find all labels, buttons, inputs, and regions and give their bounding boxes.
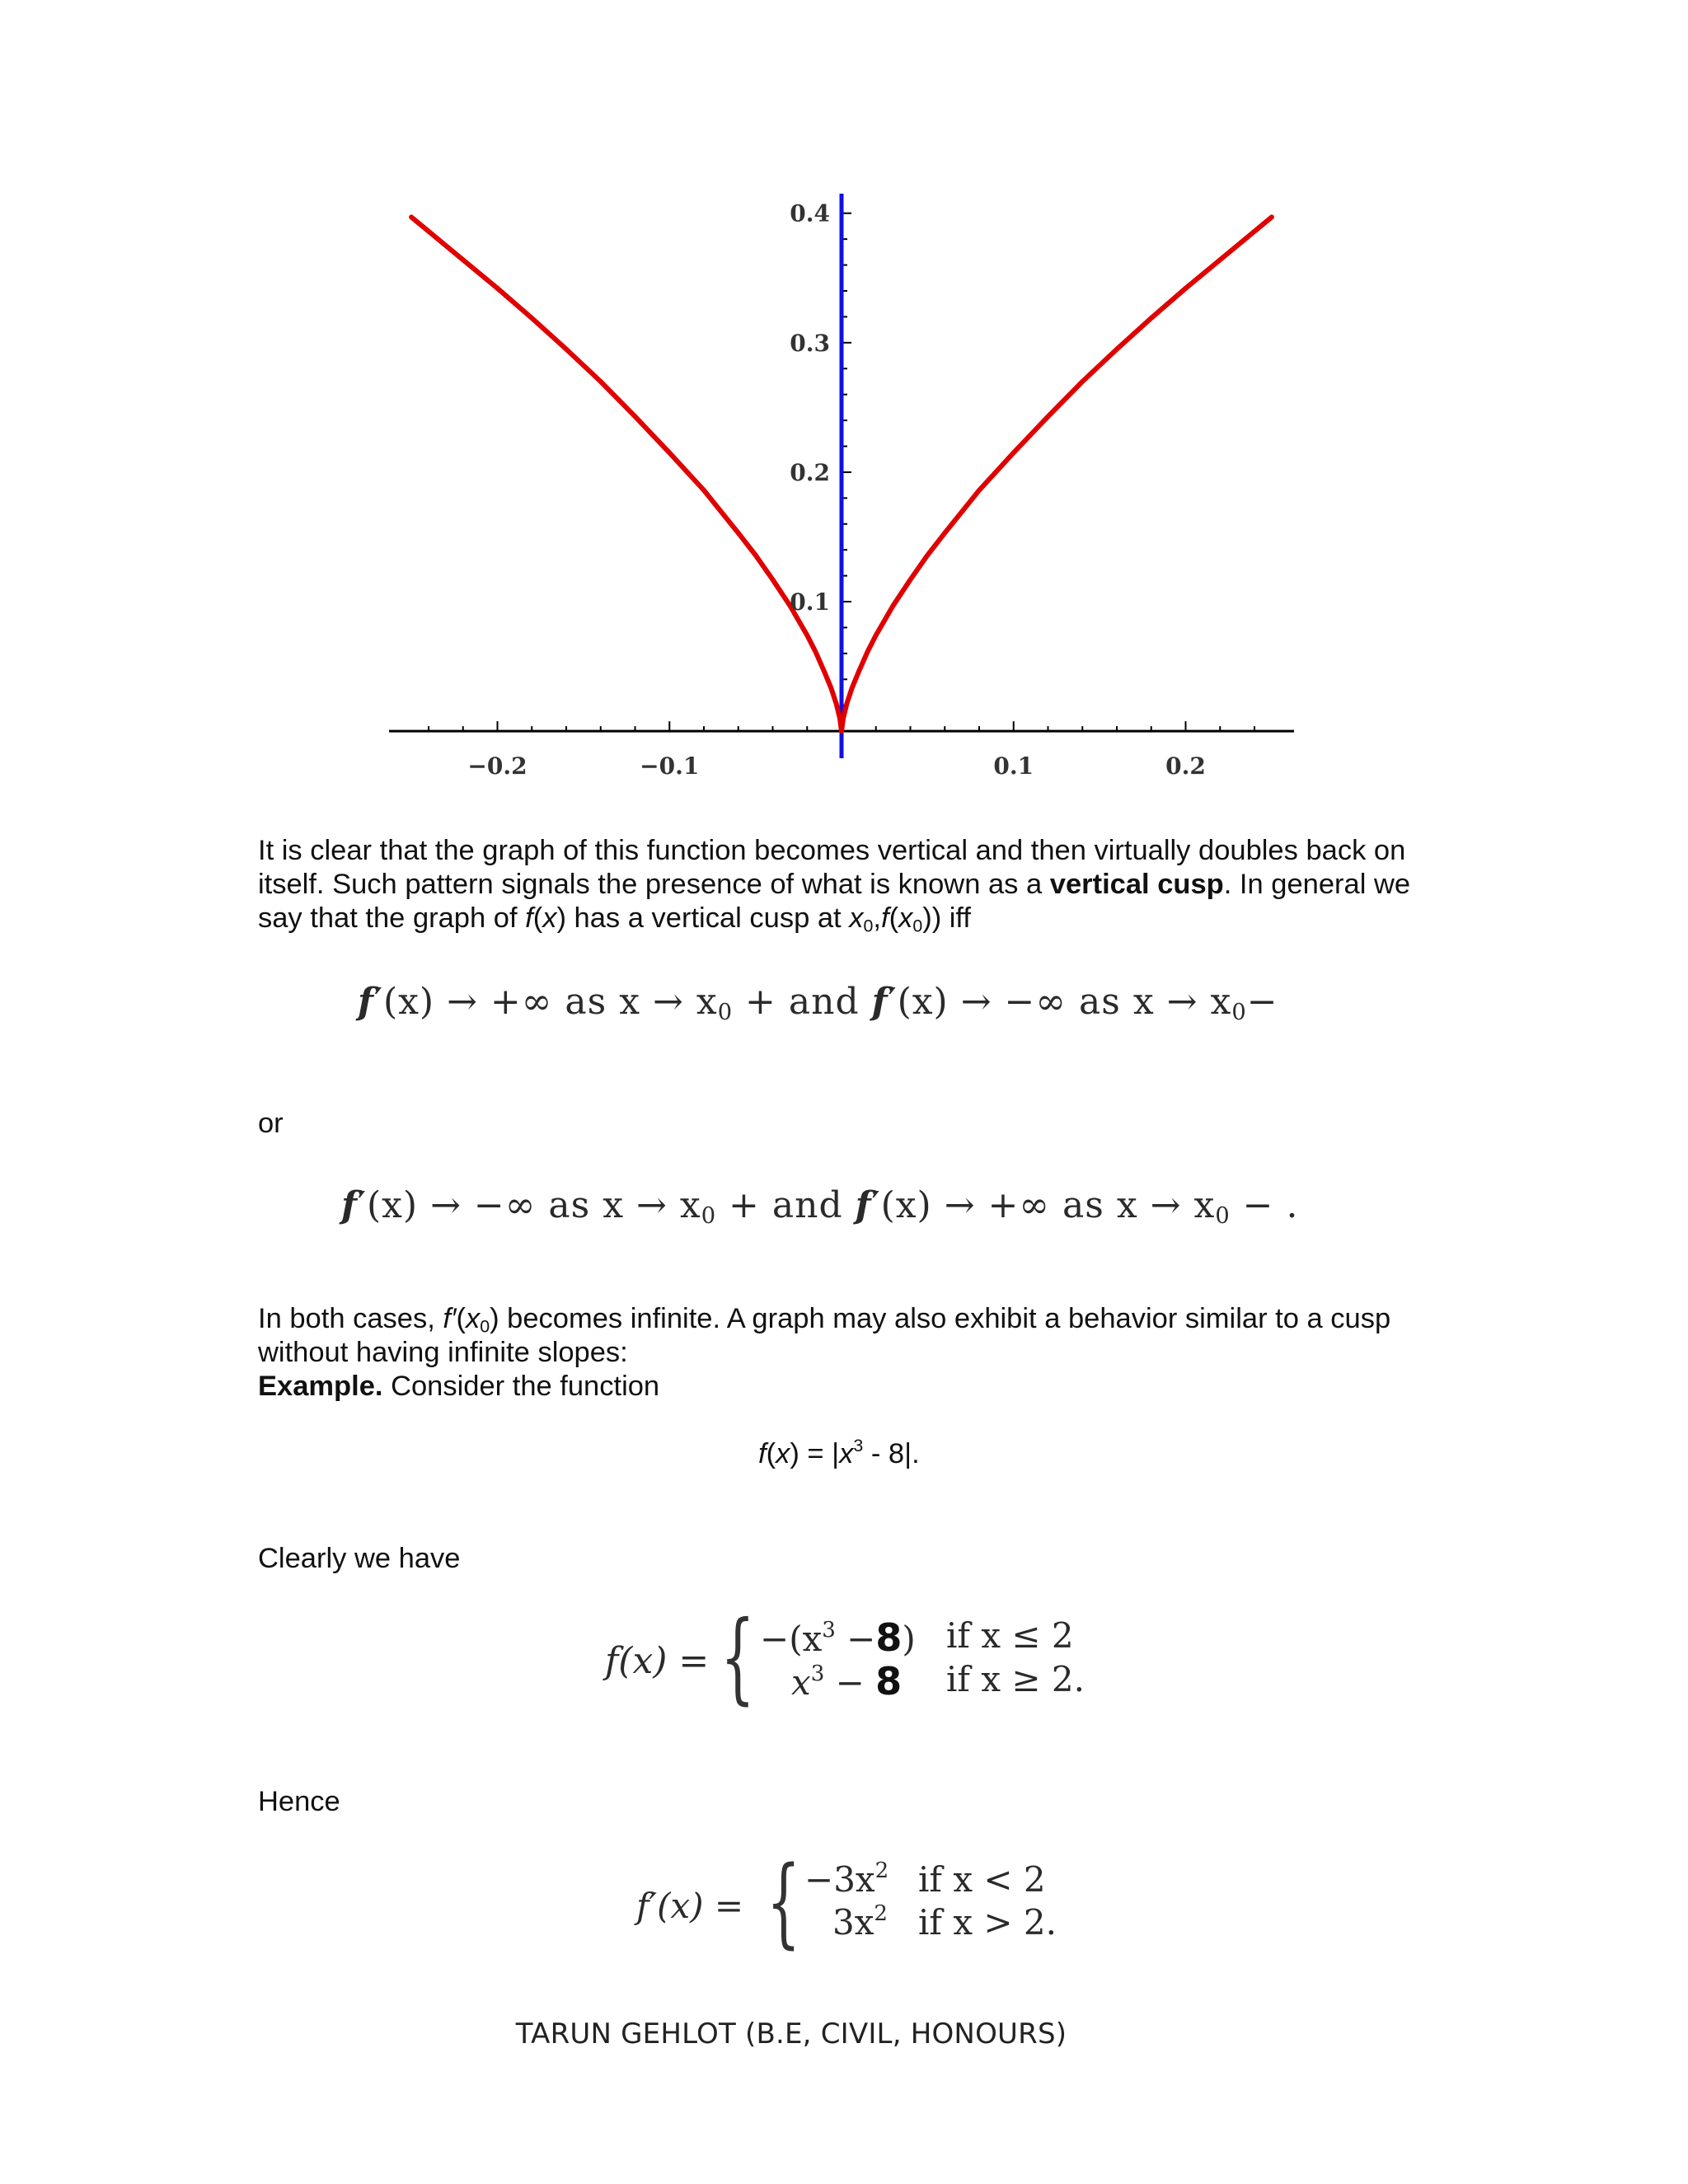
- piece1-row2-sup: 3: [810, 1661, 825, 1687]
- paragraph-infinite-derivative: [258, 1302, 1461, 1404]
- eq1-sub2: 0: [1231, 999, 1247, 1025]
- piece2-row2-sup: 2: [874, 1901, 888, 1927]
- para1-text-a: It is clear that the graph of this function becomes vertical and then virtually doubles back on itself. Such pattern signals the presence of what is known as a: [258, 835, 1406, 900]
- eq1-part1: (x) → +∞ as x → x: [382, 981, 718, 1023]
- piece1-row1-eight: 8: [875, 1615, 903, 1660]
- para1-lp: (: [532, 902, 543, 934]
- piece1-row1-b: −: [835, 1619, 876, 1659]
- eq1-prime: ′: [373, 981, 383, 1023]
- para1-sub0: 0: [863, 916, 874, 936]
- x-tick-labels: [467, 752, 1205, 780]
- cusp-condition-1: [358, 981, 1278, 1023]
- para2-sub0: 0: [480, 1316, 490, 1337]
- para1-f2: f: [880, 902, 889, 934]
- eq2-prime2: ′: [871, 1184, 881, 1226]
- eq1-minus: −: [1246, 981, 1278, 1023]
- para2-text-a: In both cases,: [258, 1303, 443, 1334]
- piece2-lhs: f′(x) =: [636, 1886, 744, 1926]
- fdef-f: f: [758, 1438, 767, 1469]
- para2-lp: (: [456, 1303, 466, 1334]
- eq2-f2: f: [855, 1184, 872, 1226]
- piece1-brace: {: [720, 1601, 755, 1715]
- x-tick-label: −0.2: [467, 752, 528, 780]
- example-label: Example.: [258, 1371, 383, 1402]
- fdef-mid: ) = |: [790, 1438, 840, 1469]
- eq2-part1: (x) → −∞ as x → x: [366, 1184, 701, 1226]
- x-tick-label: 0.1: [993, 752, 1034, 780]
- piece2-brace: {: [767, 1844, 801, 1958]
- fdef-end: - 8|.: [863, 1438, 920, 1469]
- para1-text-b: . In general we say that the graph of: [258, 869, 1411, 934]
- fdef-x: x: [776, 1438, 790, 1469]
- para2-text-b: ) becomes infinite. A graph may also exhibit a behavior similar to a cusp without having infinite slopes:: [258, 1303, 1391, 1368]
- piece2-row2-a: 3x: [832, 1902, 874, 1943]
- eq1-prime2: ′: [888, 981, 898, 1023]
- para2-x0: x: [465, 1303, 481, 1334]
- hence-text: Hence: [258, 1786, 340, 1817]
- para1-comma: ,: [873, 902, 881, 934]
- y-tick-labels: [790, 200, 830, 616]
- piece1-row1-c: ): [902, 1619, 916, 1659]
- piece1-row2-eight: 8: [875, 1659, 903, 1704]
- eq1-part2: (x) → −∞ as x → x: [897, 981, 1232, 1023]
- para1-x0: x: [849, 902, 864, 934]
- y-tick-label: 0.2: [790, 458, 830, 486]
- piece1-row1-a: −(x: [760, 1619, 823, 1659]
- x-tick-label: 0.2: [1165, 752, 1206, 780]
- piece1-row2-a: x: [791, 1662, 811, 1703]
- piece1-row1-sup: 3: [822, 1618, 836, 1643]
- para1-x02: x: [898, 902, 913, 934]
- paragraph-vertical-cusp: [258, 834, 1461, 935]
- para2-fprime: f′: [443, 1303, 457, 1334]
- eq2-f: f: [341, 1184, 358, 1226]
- piece2-row1-sup: 2: [874, 1858, 889, 1884]
- para1-x: x: [542, 902, 557, 934]
- piece2-row1: [804, 1859, 889, 1900]
- fdef-x2: x: [839, 1438, 854, 1469]
- or-text: or: [258, 1108, 284, 1139]
- vertical-cusp-term: vertical cusp: [1049, 869, 1224, 900]
- cusp-graph: [0, 0, 1688, 824]
- piece1-lhs: f(x) =: [605, 1640, 710, 1682]
- eq1-f: f: [358, 981, 374, 1023]
- eq2-part2: (x) → +∞ as x → x: [880, 1184, 1216, 1226]
- eq1-sub1: 0: [717, 999, 734, 1025]
- piece2-row1-cond: if x < 2: [918, 1859, 1046, 1900]
- cusp-condition-2: [341, 1184, 1299, 1229]
- eq1-f2: f: [871, 981, 889, 1023]
- eq2-tail: − .: [1230, 1184, 1299, 1226]
- eq1-and: + and: [733, 981, 872, 1023]
- y-tick-label: 0.1: [790, 588, 830, 616]
- piece2-row1-a: −3x: [804, 1859, 875, 1900]
- fdef-sup: 3: [853, 1436, 864, 1456]
- para1-text-c: ) has a vertical cusp at: [556, 902, 850, 934]
- piece1-row2: [791, 1659, 902, 1704]
- para1-lp2: (: [889, 902, 899, 934]
- piece1-row1: [760, 1615, 916, 1660]
- para1-sub02: 0: [912, 916, 923, 936]
- piece1-row2-b: −: [824, 1662, 876, 1703]
- eq2-sub2: 0: [1215, 1202, 1231, 1229]
- function-definition: [758, 1437, 1088, 1471]
- eq2-sub1: 0: [701, 1202, 717, 1229]
- x-tick-label: −0.1: [640, 752, 700, 780]
- para2-text-c: Consider the function: [382, 1371, 660, 1402]
- para1-end: )) iff: [922, 902, 971, 934]
- y-tick-label: 0.3: [790, 329, 830, 357]
- piece2-row2-cond: if x > 2.: [918, 1902, 1057, 1943]
- fdef-lp: (: [766, 1438, 776, 1469]
- page-footer: TARUN GEHLOT (B.E, CIVIL, HONOURS): [515, 2018, 1067, 2050]
- piece1-row1-cond: if x ≤ 2: [946, 1615, 1074, 1656]
- eq2-and: + and: [716, 1184, 856, 1226]
- piece1-row2-cond: if x ≥ 2.: [946, 1659, 1085, 1699]
- y-tick-label: 0.4: [790, 199, 830, 227]
- para1-f: f: [525, 902, 533, 934]
- piece2-row2: [832, 1902, 888, 1943]
- eq2-prime: ′: [357, 1184, 367, 1226]
- clearly-text: Clearly we have: [258, 1543, 461, 1574]
